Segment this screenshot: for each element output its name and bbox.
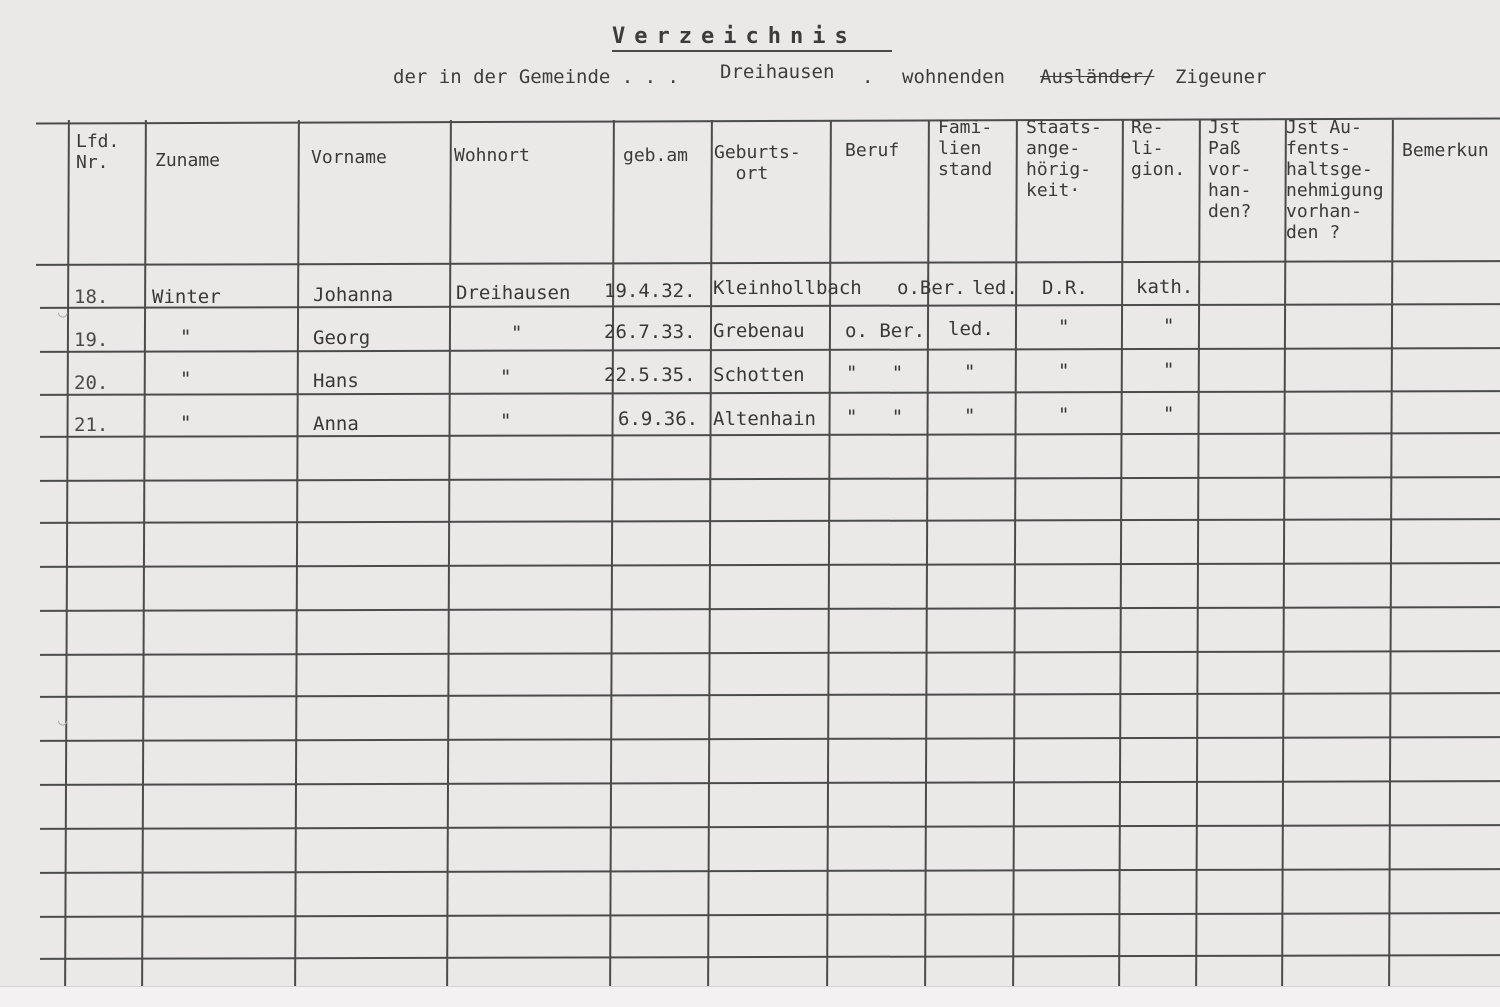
table-column-rule	[609, 120, 615, 986]
header-pass: Jst Paß vor- han- den?	[1208, 117, 1252, 222]
header-religion: Re- li- gion.	[1131, 117, 1186, 180]
subtitle-place: Dreihausen	[720, 61, 835, 83]
table-row-rule	[40, 606, 1500, 612]
row-20-geburtsort: Schotten	[713, 364, 805, 386]
table-column-rule	[1118, 120, 1124, 986]
row-20-religion: "	[1163, 359, 1175, 381]
table-column-rule	[1281, 120, 1287, 986]
header-geburtsort: Geburts- ort	[714, 142, 801, 184]
row-20-vorname: Hans	[313, 370, 359, 392]
header-staatsangehoerigkeit: Staats- ange- hörig- keit·	[1026, 117, 1102, 201]
row-18-staat: D.R.	[1042, 277, 1088, 299]
row-20-stand: "	[964, 361, 976, 383]
row-20-staat: "	[1058, 360, 1070, 382]
header-beruf: Beruf	[845, 140, 900, 161]
row-21-geburtsort: Altenhain	[713, 408, 816, 430]
table-row-rule	[40, 562, 1500, 568]
row-18-beruf: o.Ber.	[897, 277, 966, 299]
row-19-religion: "	[1163, 315, 1175, 337]
row-21-wohnort: "	[500, 410, 512, 432]
row-19-geburtsort: Grebenau	[713, 320, 805, 342]
subtitle-dot: .	[862, 66, 874, 88]
header-lfd-nr: Lfd. Nr.	[76, 131, 120, 173]
row-21-stand: "	[964, 405, 976, 427]
subtitle-middle: wohnenden	[902, 66, 1005, 88]
table-column-rule	[924, 120, 930, 986]
table-header-rule	[36, 260, 1500, 266]
row-18-vorname: Johanna	[313, 284, 394, 306]
row-19-zuname: "	[180, 326, 192, 348]
row-21-religion: "	[1163, 403, 1175, 425]
table-column-rule	[294, 120, 300, 986]
row-19-beruf: o. Ber.	[845, 320, 926, 342]
row-19-vorname: Georg	[313, 327, 371, 349]
row-21-nr: 21.	[74, 414, 109, 436]
row-21-zuname: "	[180, 412, 192, 434]
row-21-geb: 6.9.36.	[618, 408, 699, 430]
table-row-rule	[40, 736, 1500, 742]
row-19-nr: 19.	[74, 329, 109, 351]
row-18-stand: led.	[972, 277, 1018, 299]
row-18-geburtsort: Kleinhollbach	[713, 277, 862, 299]
row-18-religion: kath.	[1136, 276, 1194, 298]
table-column-rule	[1012, 120, 1018, 986]
row-18-zuname: Winter	[152, 286, 221, 308]
row-19-wohnort: "	[511, 322, 523, 344]
row-20-geb: 22.5.35.	[604, 364, 696, 386]
header-geb-am: geb.am	[623, 145, 689, 166]
row-18-nr: 18.	[74, 286, 109, 308]
row-20-zuname: "	[180, 368, 192, 390]
row-21-beruf: " "	[846, 406, 904, 428]
table-row-rule	[40, 692, 1500, 698]
row-20-nr: 20.	[74, 372, 109, 394]
row-19-staat: "	[1058, 316, 1070, 338]
table-row-rule	[40, 303, 1500, 309]
row-18-wohnort: Dreihausen	[456, 282, 571, 304]
table-row-rule	[40, 650, 1500, 656]
subtitle-end: Zigeuner	[1175, 66, 1267, 88]
table-column-rule	[707, 120, 713, 986]
document-title: Verzeichnis	[612, 24, 857, 49]
table-top-rule	[36, 117, 1500, 124]
header-aufenthaltsgenehmigung: Jst Au- fents- haltsge- nehmigung vorhan- den ?	[1286, 117, 1384, 243]
table-row-rule	[40, 390, 1500, 396]
row-20-wohnort: "	[500, 366, 512, 388]
subtitle-prefix: der in der Gemeinde . . .	[393, 66, 679, 88]
punch-hole-mark: ◡	[58, 710, 68, 729]
table-column-rule	[1388, 120, 1394, 986]
row-21-staat: "	[1058, 404, 1070, 426]
punch-hole-mark: ◡	[58, 302, 68, 321]
row-19-stand: led.	[948, 318, 994, 340]
subtitle-struck-word: Ausländer/	[1040, 66, 1155, 88]
row-19-geb: 26.7.33.	[604, 321, 696, 343]
header-bemerkungen: Bemerkun	[1402, 140, 1489, 161]
header-wohnort: Wohnort	[454, 145, 530, 166]
table-column-rule	[446, 120, 452, 986]
next-page-edge	[0, 986, 1500, 1007]
table-row-rule	[40, 347, 1500, 353]
row-20-beruf: " "	[846, 362, 904, 384]
header-familienstand: Fami- lien stand	[938, 117, 993, 180]
table-column-rule	[141, 120, 147, 986]
title-underline	[612, 50, 892, 52]
table-column-rule	[1195, 120, 1201, 986]
table-column-rule	[64, 120, 70, 986]
table-column-rule	[826, 120, 832, 986]
header-zuname: Zuname	[155, 150, 221, 171]
table-row-rule	[40, 518, 1500, 524]
header-vorname: Vorname	[311, 147, 387, 168]
row-21-vorname: Anna	[313, 413, 359, 435]
table-row-rule	[40, 432, 1500, 438]
table-row-rule	[40, 476, 1500, 482]
row-18-geb: 19.4.32.	[604, 280, 696, 302]
